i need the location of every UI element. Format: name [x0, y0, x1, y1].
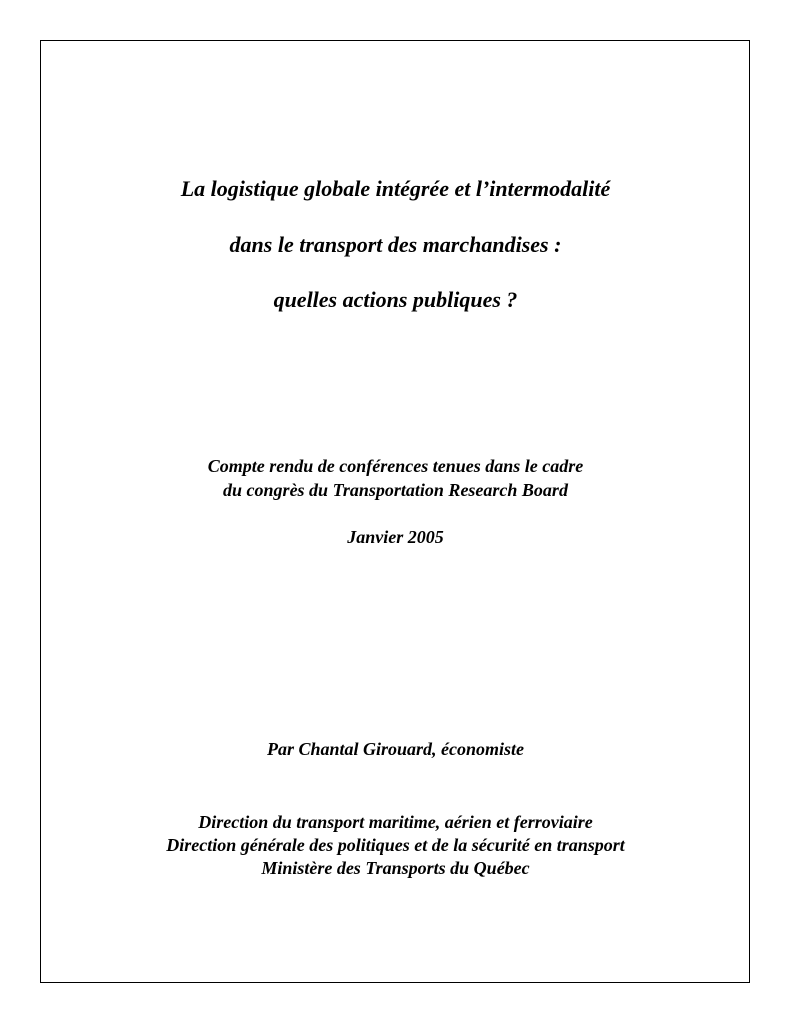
affiliation-line-1: Direction du transport maritime, aérien et ferroviaire: [198, 812, 593, 832]
affiliation-line-2: Direction générale des politiques et de la sécurité en transport: [166, 835, 625, 855]
description-line-1: Compte rendu de conférences tenues dans le cadre: [207, 456, 584, 476]
affiliation-line-3: Ministère des Transports du Québec: [261, 858, 530, 878]
title-line-2: dans le transport des marchandises :: [229, 232, 562, 257]
report-date: Janvier 2005: [347, 527, 444, 547]
author-line: Par Chantal Girouard, économiste: [266, 739, 525, 759]
description-line-2: du congrès du Transportation Research Board: [223, 480, 568, 500]
title-line-3: quelles actions publiques ?: [273, 287, 518, 312]
title-line-1: La logistique globale intégrée et l’intermodalité: [180, 176, 611, 201]
